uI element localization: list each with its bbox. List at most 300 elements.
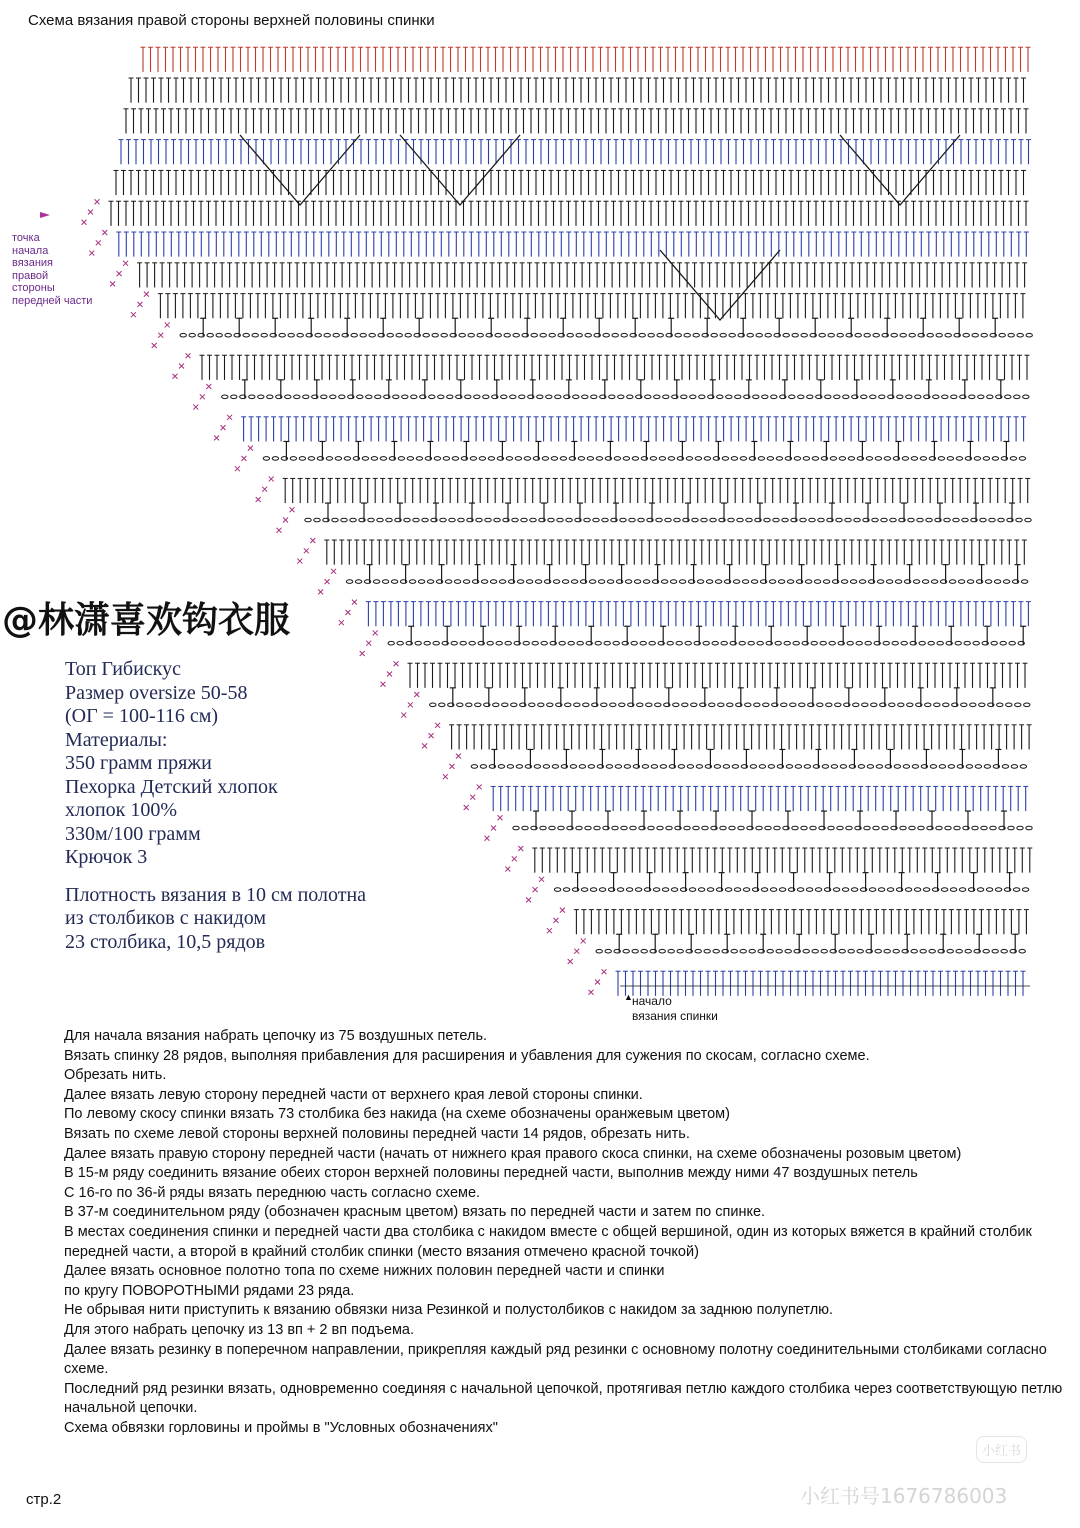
chain-stitch [434,457,440,461]
chain-stitch [615,765,621,769]
chain-stitch [632,457,638,461]
chain-stitch [303,395,309,399]
chain-stitch [326,457,332,461]
chain-stitch [465,395,471,399]
chain-stitch [598,580,604,584]
chain-stitch [1017,333,1023,337]
chain-stitch [570,765,576,769]
chain-stitch [552,765,558,769]
chain-stitch [488,457,494,461]
chain-stitch [820,641,826,645]
chain-stitch [911,457,917,461]
chain-stitch [638,518,644,522]
chain-stitch [504,333,510,337]
edge-cross-stitch [491,826,496,831]
chain-stitch [413,518,419,522]
chain-stitch [958,580,964,584]
chain-stitch [722,457,728,461]
chain-stitch [582,395,588,399]
chain-stitch [998,518,1004,522]
chain-stitch [493,703,499,707]
chain-stitch [522,826,528,830]
chain-stitch [926,518,932,522]
chain-stitch [757,641,763,645]
chain-stitch [676,641,682,645]
chain-stitch [568,641,574,645]
chain-stitch [498,765,504,769]
chain-stitch [1009,641,1015,645]
chain-stitch [614,457,620,461]
chain-stitch [972,826,978,830]
chain-stitch [907,703,913,707]
chain-stitch [753,395,759,399]
chain-stitch [882,826,888,830]
edge-cross-stitch [539,877,544,882]
chain-stitch [704,457,710,461]
chain-stitch [617,888,623,892]
chain-stitch [507,765,513,769]
chain-stitch [477,333,483,337]
chain-stitch [335,457,341,461]
edge-cross-stitch [470,795,475,800]
chain-stitch [811,641,817,645]
chain-stitch [801,826,807,830]
chain-stitch [557,518,563,522]
chain-stitch [721,641,727,645]
chain-stitch [763,703,769,707]
chain-stitch [997,703,1003,707]
chain-stitch [523,641,529,645]
chain-stitch [837,333,843,337]
chain-stitch [447,395,453,399]
chain-stitch [798,395,804,399]
edge-cross-stitch [144,292,149,297]
chain-stitch [445,580,451,584]
chain-stitch [938,457,944,461]
chain-stitch [693,826,699,830]
chain-stitch [534,765,540,769]
chain-stitch [970,703,976,707]
chain-stitch [651,765,657,769]
chain-stitch [452,457,458,461]
chain-stitch [429,395,435,399]
chain-stitch [792,333,798,337]
chain-stitch [769,580,775,584]
chain-stitch [773,518,779,522]
chain-stitch [554,888,560,892]
chain-stitch [646,703,652,707]
chain-stitch [451,641,457,645]
chain-stitch [1023,395,1029,399]
chain-stitch [898,703,904,707]
chain-stitch [877,580,883,584]
chain-stitch [243,333,249,337]
chain-stitch [675,333,681,337]
chain-stitch [469,641,475,645]
chain-stitch [834,395,840,399]
chain-stitch [953,518,959,522]
chain-stitch [585,333,591,337]
chain-stitch [905,888,911,892]
chain-stitch [1017,826,1023,830]
chain-stitch [563,888,569,892]
chain-stitch [881,518,887,522]
chain-stitch [396,333,402,337]
chain-stitch [862,703,868,707]
chain-stitch [441,333,447,337]
edge-cross-stitch [477,784,482,789]
chain-stitch [878,888,884,892]
chain-stitch [790,703,796,707]
chain-stitch [1026,333,1032,337]
chain-stitch [985,580,991,584]
chain-stitch [805,580,811,584]
chain-stitch [1014,395,1020,399]
chain-stitch [966,765,972,769]
chain-stitch [1013,888,1019,892]
chain-stitch [299,457,305,461]
chain-stitch [512,518,518,522]
chain-stitch [494,518,500,522]
chain-stitch [837,826,843,830]
chain-stitch [630,826,636,830]
chain-stitch [883,641,889,645]
chain-stitch [793,641,799,645]
chain-stitch [625,580,631,584]
chain-stitch [728,518,734,522]
chain-stitch [727,703,733,707]
edge-cross-stitch [304,548,309,553]
chain-stitch [499,580,505,584]
chain-stitch [516,765,522,769]
chain-stitch [751,580,757,584]
chain-stitch [457,703,463,707]
chain-stitch [975,765,981,769]
chain-stitch [914,888,920,892]
chain-stitch [912,765,918,769]
chain-stitch [558,826,564,830]
edge-cross-stitch [318,589,323,594]
chain-stitch [967,580,973,584]
chain-stitch [1011,765,1017,769]
edge-cross-stitch [123,261,128,266]
chain-stitch [891,333,897,337]
chain-stitch [458,518,464,522]
chain-stitch [986,888,992,892]
chain-stitch [624,765,630,769]
chain-stitch [530,518,536,522]
chain-stitch [667,641,673,645]
chain-stitch [670,580,676,584]
edge-cross-stitch [158,333,163,338]
chain-stitch [867,765,873,769]
edge-cross-stitch [526,897,531,902]
chain-stitch [873,826,879,830]
chain-stitch [330,395,336,399]
chain-stitch [1006,703,1012,707]
chain-stitch [872,518,878,522]
chain-stitch [506,457,512,461]
chain-stitch [701,518,707,522]
chain-stitch [775,641,781,645]
chain-stitch [585,826,591,830]
edge-cross-stitch [165,322,170,327]
edge-cross-stitch [352,600,357,605]
chain-stitch [902,457,908,461]
chain-stitch [341,518,347,522]
chain-stitch [742,580,748,584]
chain-stitch [668,457,674,461]
chain-stitch [897,395,903,399]
chain-stitch [679,580,685,584]
chain-stitch [699,395,705,399]
chain-stitch [459,333,465,337]
chain-stitch [656,518,662,522]
chain-stitch [627,395,633,399]
chain-stitch [574,703,580,707]
chain-stitch [686,457,692,461]
chain-stitch [621,826,627,830]
chain-stitch [369,333,375,337]
chain-stitch [747,333,753,337]
chain-stitch [290,457,296,461]
chain-stitch [962,518,968,522]
chain-stitch [532,641,538,645]
chain-stitch [825,395,831,399]
chain-stitch [648,826,654,830]
chain-stitch [945,333,951,337]
chain-stitch [731,457,737,461]
chain-stitch [308,457,314,461]
chain-stitch [671,888,677,892]
chain-stitch [548,518,554,522]
chain-stitch [405,333,411,337]
chain-stitch [565,703,571,707]
chain-stitch [1021,580,1027,584]
chain-stitch [942,395,948,399]
chain-stitch [1020,765,1026,769]
chain-stitch [382,580,388,584]
chain-stitch [981,826,987,830]
chain-stitch [466,703,472,707]
edge-cross-stitch [485,836,490,841]
chain-stitch [402,395,408,399]
chain-stitch [665,518,671,522]
chain-stitch [847,641,853,645]
chain-stitch [357,395,363,399]
chain-stitch [738,826,744,830]
chain-stitch [810,826,816,830]
edge-cross-stitch [387,672,392,677]
chain-stitch [432,333,438,337]
chain-stitch [470,457,476,461]
chain-stitch [643,580,649,584]
chain-stitch [415,641,421,645]
chain-stitch [845,518,851,522]
chain-stitch [980,518,986,522]
chain-stitch [517,580,523,584]
chain-stitch [333,333,339,337]
chain-stitch [754,703,760,707]
chain-stitch [696,765,702,769]
edge-cross-stitch [408,702,413,707]
chain-stitch [663,395,669,399]
chain-stitch [861,395,867,399]
chain-stitch [524,457,530,461]
edge-cross-stitch [256,497,261,502]
chain-stitch [285,395,291,399]
edge-cross-stitch [429,733,434,738]
edge-cross-stitch [131,312,136,317]
chain-stitch [756,826,762,830]
chain-stitch [531,333,537,337]
chain-stitch [355,580,361,584]
edge-cross-stitch [117,271,122,276]
chain-stitch [249,395,255,399]
chain-stitch [843,395,849,399]
chain-stitch [655,703,661,707]
edge-cross-stitch [221,425,226,430]
chain-stitch [279,333,285,337]
chain-stitch [900,826,906,830]
chain-stitch [596,457,602,461]
chain-stitch [869,888,875,892]
chain-stitch [786,765,792,769]
chain-stitch [537,395,543,399]
chain-stitch [974,457,980,461]
chain-stitch [460,641,466,645]
chain-stitch [380,457,386,461]
chain-stitch [368,518,374,522]
chain-stitch [714,765,720,769]
chain-stitch [610,703,616,707]
edge-cross-stitch [443,774,448,779]
chain-stitch [800,518,806,522]
chain-stitch [956,457,962,461]
chain-stitch [691,703,697,707]
chain-stitch [631,641,637,645]
chain-stitch [599,888,605,892]
chain-stitch [1008,826,1014,830]
edge-cross-stitch [310,538,315,543]
chain-stitch [856,641,862,645]
chain-stitch [835,703,841,707]
chain-stitch [739,641,745,645]
chain-stitch [252,333,258,337]
chain-stitch [684,826,690,830]
chain-stitch [950,888,956,892]
edge-cross-stitch [401,713,406,718]
chain-stitch [828,826,834,830]
chain-stitch [803,457,809,461]
chain-stitch [817,703,823,707]
chain-stitch [884,457,890,461]
chain-stitch [928,641,934,645]
chain-stitch [620,518,626,522]
chain-stitch [850,580,856,584]
chain-stitch [440,518,446,522]
chain-stitch [746,518,752,522]
chain-stitch [315,333,321,337]
chain-stitch [789,395,795,399]
edge-cross-stitch [290,507,295,512]
edge-cross-stitch [422,743,427,748]
edge-cross-stitch [137,302,142,307]
chain-stitch [373,580,379,584]
chain-stitch [594,826,600,830]
chain-stitch [765,333,771,337]
chain-stitch [393,395,399,399]
chain-stitch [438,395,444,399]
chain-stitch [480,765,486,769]
chain-stitch [618,395,624,399]
chain-stitch [829,641,835,645]
chain-stitch [501,395,507,399]
chain-stitch [360,333,366,337]
chain-stitch [693,333,699,337]
chain-stitch [416,457,422,461]
chain-stitch [945,826,951,830]
chain-stitch [449,518,455,522]
edge-cross-stitch [339,620,344,625]
chain-stitch [723,765,729,769]
chain-stitch [822,765,828,769]
chain-stitch [870,395,876,399]
edge-cross-stitch [360,651,365,656]
chain-stitch [613,641,619,645]
edge-cross-stitch [193,405,198,410]
chain-stitch [231,395,237,399]
chain-stitch [551,457,557,461]
chain-stitch [851,888,857,892]
chain-stitch [774,826,780,830]
chain-stitch [366,395,372,399]
chain-stitch [712,641,718,645]
chain-stitch [703,641,709,645]
chain-stitch [758,457,764,461]
chain-stitch [839,457,845,461]
chain-stitch [828,333,834,337]
chain-stitch [1008,333,1014,337]
chain-stitch [734,888,740,892]
chain-stitch [889,703,895,707]
chain-stitch [645,395,651,399]
chain-stitch [1002,765,1008,769]
edge-cross-stitch [505,867,510,872]
chain-stitch [710,518,716,522]
chain-stitch [978,395,984,399]
chain-stitch [865,641,871,645]
chain-stitch [581,888,587,892]
chain-stitch [771,395,777,399]
chain-stitch [258,395,264,399]
chain-stitch [959,888,965,892]
chain-stitch [1010,457,1016,461]
chain-stitch [476,518,482,522]
chain-stitch [577,641,583,645]
chain-stitch [606,765,612,769]
edge-cross-stitch [518,846,523,851]
chain-stitch [697,580,703,584]
chain-stitch [949,580,955,584]
chain-stitch [903,765,909,769]
chain-stitch [692,518,698,522]
chain-stitch [576,826,582,830]
chain-stitch [546,395,552,399]
chain-stitch [784,641,790,645]
chain-stitch [595,641,601,645]
chain-stitch [841,580,847,584]
